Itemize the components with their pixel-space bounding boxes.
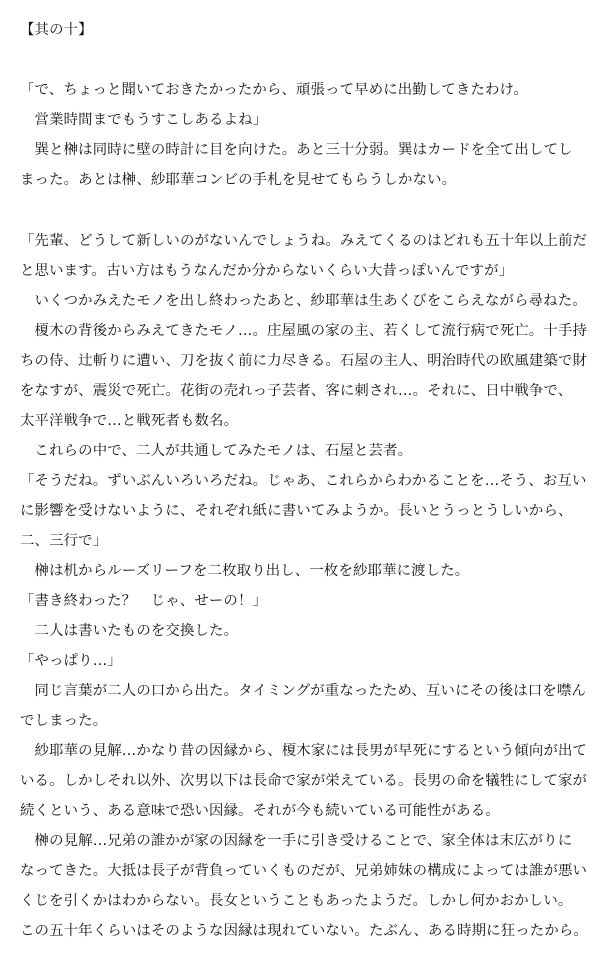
text-line: 榊は机からルーズリーフを二枚取り出し、一枚を紗耶華に渡した。 — [20, 563, 470, 579]
text-line: いる。しかしそれ以外、次男以下は長命で家が栄えている。長男の命を犠牲にして家が — [20, 773, 588, 789]
text-line: ちの侍、辻斬りに遭い、刀を抜く前に力尽きる。石屋の主人、明治時代の欧風建築で財 — [20, 353, 588, 369]
text-line: これらの中で、二人が共通してみたモノは、石屋と芸者。 — [20, 443, 413, 459]
text-line: 同じ言葉が二人の口から出た。タイミングが重なったため、互いにその後は口を噤ん — [20, 683, 586, 699]
text-line: 「書き終わった？ じゃ、せーの！」 — [20, 593, 268, 609]
text-line: 「で、ちょっと聞いておきたかったから、頑張って早めに出勤してきたわけ。 — [20, 82, 529, 98]
text-line: この五十年くらいはそのような因縁は現れていない。たぶん、ある時期に狂ったから。 — [20, 923, 588, 939]
text-line: 二人は書いたものを交換した。 — [20, 623, 239, 639]
text-line: 榊の見解…兄弟の誰かが家の因縁を一手に引き受けることで、家全体は末広がりに — [20, 833, 573, 849]
text-line: 紗耶華の見解…かなり昔の因縁から、榎木家には長男が早死にするという傾向が出て — [20, 743, 588, 759]
text-line: と思います。古い方はもうなんだか分からないくらい大昔っぽいんですが」 — [20, 263, 514, 279]
text-line: 「そうだね。ずいぶんいろいろだね。じゃあ、これらからわかることを…そう、お互い — [20, 473, 587, 489]
text-line: 「先輩、どうして新しいのがないんでしょうね。みえてくるのはどれも五十年以上前だ — [20, 233, 588, 249]
text-line: 太平洋戦争で…と戦死者も数名。 — [20, 413, 239, 429]
blank-line — [20, 198, 600, 222]
text-line: 続くという、ある意味で恐い因縁。それが今も続いている可能性がある。 — [20, 803, 500, 819]
text-line: いくつかみえたモノを出し終わったあと、紗耶華は生あくびをこらえながら尋ねた。 — [20, 293, 587, 309]
text-line: 「やっぱり…」 — [20, 653, 122, 669]
text-line: 巽と榊は同時に壁の時計に目を向けた。あと三十分弱。巽はカードを全て出してし — [20, 142, 573, 158]
text-line: なってきた。大抵は長子が背負っていくものだが、兄弟姉妹の構成によっては誰が悪い — [20, 863, 588, 879]
text-line: に影響を受けないように、それぞれ紙に書いてみようか。長いとうっとうしいから、 — [20, 503, 573, 519]
text-line: まった。あとは榊、紗耶華コンビの手札を見せてもらうしかない。 — [20, 172, 457, 188]
chapter-title: 【其の十】 — [20, 22, 93, 38]
text-line: でしまった。 — [20, 713, 108, 729]
text-line: 営業時間までもうすこしあるよね」 — [20, 112, 268, 128]
text-line: 榎木の背後からみえてきたモノ…。庄屋風の家の主、若くして流行病で死亡。十手持 — [20, 323, 587, 339]
text-line: くじを引くかはわからない。長女ということもあったようだ。しかし何かおかしい。 — [20, 893, 573, 909]
text-line: 二、三行で」 — [20, 533, 108, 549]
text-line: をなすが、震災で死亡。花街の売れっ子芸者、客に刺され…。それに、日中戦争で、 — [20, 383, 573, 399]
